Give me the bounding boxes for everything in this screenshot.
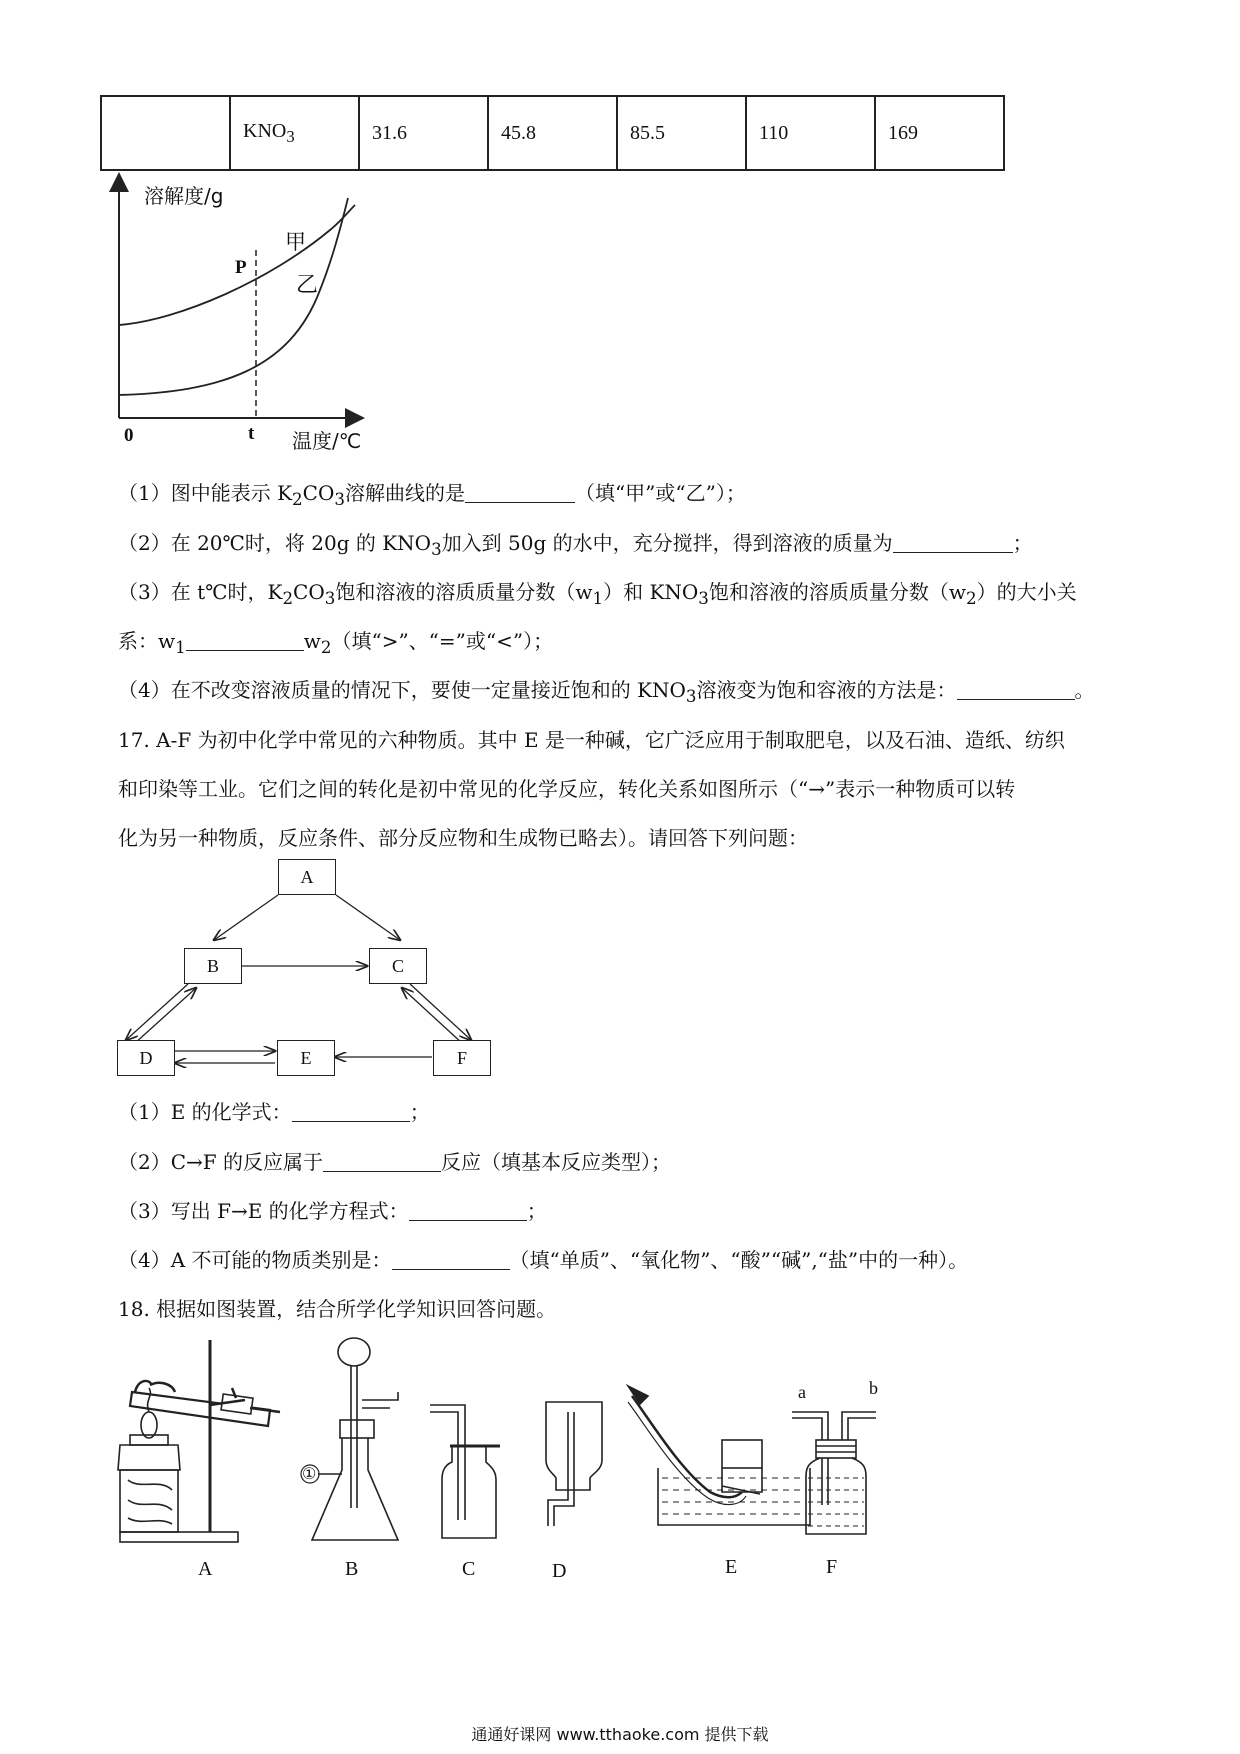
q17-part4: （4）A 不可能的物质类别是： （填“单质”、“氧化物”、“酸”“碱”,“盐”中的一种）。	[118, 1248, 969, 1272]
q16-part3: （3）在 t℃时，$K_2CO_3$饱和溶液的溶质质量分数$(w_1)$和 $KNO_3$饱和溶液的溶质质量分数$(w_2)$的大小关	[118, 580, 1077, 608]
t-label: t	[248, 423, 255, 444]
solubility-table	[100, 95, 1005, 171]
substance-formula: KNO	[243, 119, 287, 142]
table-cell-value: 110	[746, 96, 875, 170]
q18-intro: 18. 根据如图装置，结合所学化学知识回答问题。	[118, 1297, 557, 1321]
table-cell-value: 85.5	[617, 96, 746, 170]
q17-intro-line1: 17. A-F 为初中化学中常见的六种物质。其中 E 是一种碱，它广泛应用于制取肥皂，以及石油、造纸、纺织	[118, 728, 1065, 752]
apparatus-b	[301, 1338, 398, 1540]
q17-intro-line3: 化为另一种物质，反应条件、部分反应物和生成物已略去）。请回答下列问题：	[118, 826, 808, 850]
apparatus-c	[430, 1405, 500, 1538]
table-cell-value: 31.6	[359, 96, 488, 170]
table-row	[101, 96, 1004, 170]
label-circle-one: ①	[302, 1466, 317, 1483]
q16-part2: （2）在 20℃时，将 20g 的 $KNO_3$加入到 50g 的水中，充分搅拌，得到溶液的质量为 ；	[118, 531, 1033, 559]
answer-blank[interactable]	[893, 534, 1013, 553]
apparatus-label-a: A	[198, 1558, 213, 1580]
y-axis-label: 溶解度/g	[144, 184, 224, 208]
answer-blank[interactable]	[323, 1153, 441, 1172]
apparatus-label-d: D	[552, 1560, 567, 1582]
apparatus-label-c: C	[462, 1558, 476, 1580]
answer-blank[interactable]	[292, 1103, 410, 1122]
table-cell-substance	[230, 96, 359, 170]
apparatus-d	[546, 1402, 602, 1526]
subscript: 3	[286, 126, 295, 146]
node-f: F	[433, 1040, 491, 1076]
node-c: C	[369, 948, 427, 984]
q17-part3: （3）写出 F→E 的化学方程式： ；	[118, 1199, 547, 1223]
apparatus-label-f: F	[826, 1556, 838, 1578]
q17-intro-line2: 和印染等工业。它们之间的转化是初中常见的化学反应，转化关系如图所示（“→”表示一种物质可以转	[118, 777, 1016, 801]
q16-part1: （1）图中能表示 $K_2CO_3$溶解曲线的是 （填“甲”或“乙”）；	[118, 481, 746, 509]
node-a: A	[278, 859, 336, 895]
footer-source: 通通好课网 www.tthaoke.com 提供下载	[471, 1725, 769, 1744]
node-b: B	[184, 948, 242, 984]
q17-part2: （2）C→F 的反应属于 反应（填基本反应类型）；	[118, 1150, 672, 1174]
answer-blank[interactable]	[465, 484, 575, 503]
answer-blank[interactable]	[957, 681, 1075, 700]
answer-blank[interactable]	[409, 1202, 527, 1221]
point-p-label: P	[235, 257, 247, 278]
answer-blank[interactable]	[186, 632, 304, 651]
curve-jia-label: 甲	[285, 230, 306, 254]
curve-yi-label: 乙	[296, 273, 319, 298]
table-cell-value: 169	[875, 96, 1004, 170]
tube-label-a: a	[798, 1382, 806, 1402]
node-d: D	[117, 1040, 175, 1076]
tube-label-b: b	[869, 1378, 878, 1398]
q16-part3-cont: 系：$w_1$ $w_2$（填“>”、“=”或“<”）；	[118, 629, 554, 657]
q17-part1: （1）E 的化学式： ；	[118, 1100, 430, 1124]
apparatus-e	[628, 1386, 810, 1525]
origin-label: 0	[124, 425, 134, 446]
table-cell-value: 45.8	[488, 96, 617, 170]
solubility-graph	[100, 170, 400, 460]
x-axis-label: 温度/℃	[292, 429, 362, 453]
node-e: E	[277, 1040, 335, 1076]
apparatus-label-e: E	[725, 1556, 738, 1578]
table-cell-empty	[101, 96, 230, 170]
apparatus-f	[792, 1412, 876, 1534]
q16-part4: （4）在不改变溶液质量的情况下，要使一定量接近饱和的 $KNO_3$溶液变为饱和容液的方法是： 。	[118, 678, 1095, 706]
answer-blank[interactable]	[392, 1251, 510, 1270]
apparatus-label-b: B	[345, 1558, 359, 1580]
apparatus-a	[118, 1340, 280, 1542]
